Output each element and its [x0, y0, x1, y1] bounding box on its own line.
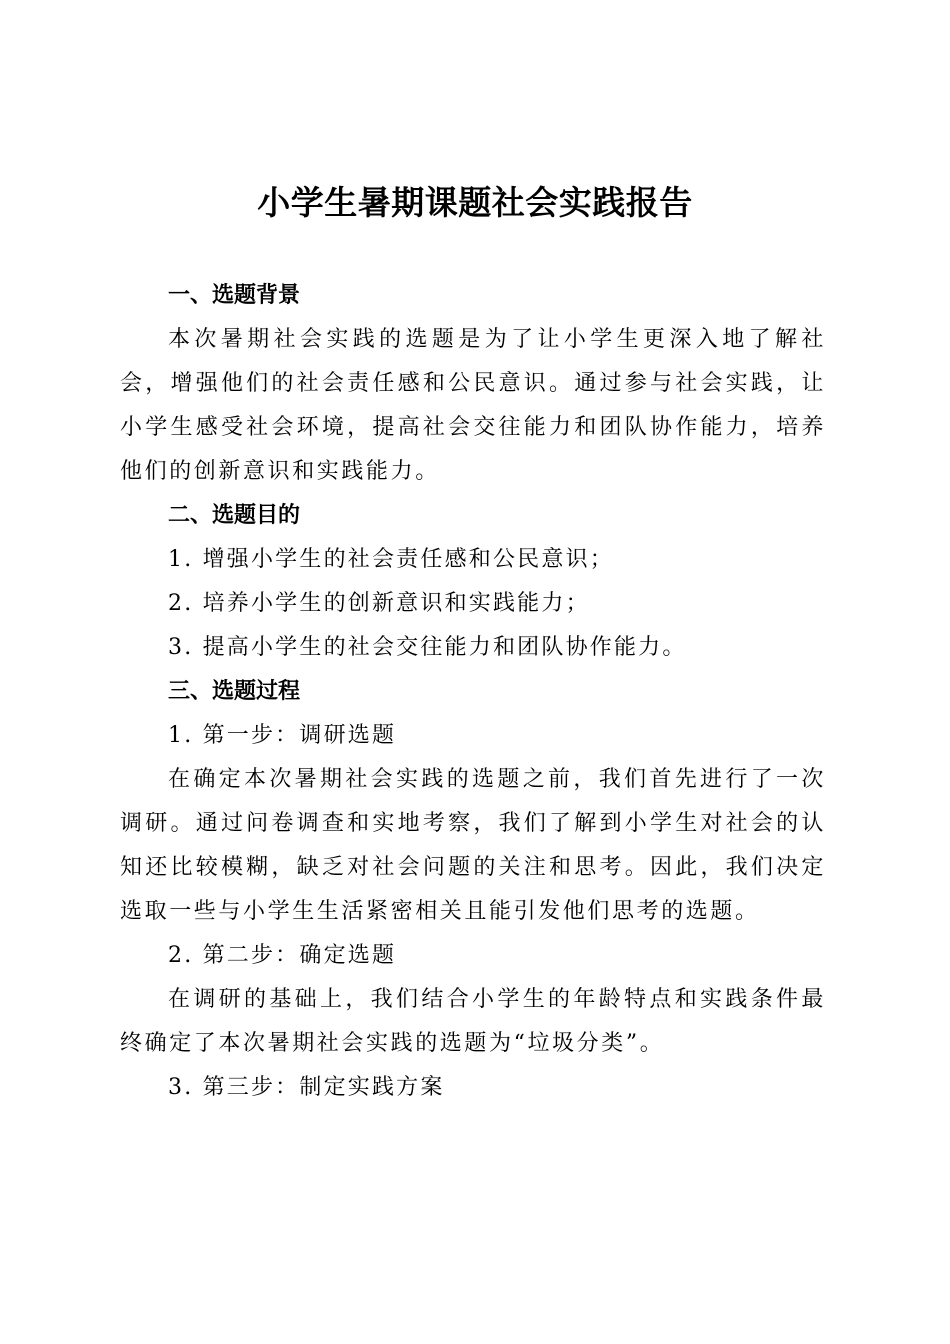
document-body: [120, 274, 826, 1110]
document-title: 小学生暑期课题社会实践报告: [257, 183, 693, 222]
background-paragraph: 本次暑期社会实践的选题是为了让小学生更深入地了解社会，增强他们的社会责任感和公民意识。通过参与社会实践，让小学生感受社会环境，提高社会交往能力和团队协作能力，培养他们的创新意识和实践能力。: [120, 327, 826, 484]
purpose-item: 3. 提高小学生的社会交往能力和团队协作能力。: [168, 635, 687, 660]
section-heading-background: 一、选题背景: [168, 283, 301, 308]
section-heading-process: 三、选题过程: [168, 679, 301, 704]
step-paragraph: 在确定本次暑期社会实践的选题之前，我们首先进行了一次调研。通过问卷调查和实地考察，我们了解到小学生对社会的认知还比较模糊，缺乏对社会问题的关注和思考。因此，我们决定选取一些与小学生生活紧密相关且能引发他们思考的选题。: [120, 767, 826, 924]
section-heading-purpose: 二、选题目的: [168, 503, 301, 528]
step-label: 1. 第一步：调研选题: [168, 723, 397, 748]
step-paragraph: 在调研的基础上，我们结合小学生的年龄特点和实践条件最终确定了本次暑期社会实践的选题为“垃圾分类”。: [120, 987, 826, 1056]
step-label: 3. 第三步：制定实践方案: [168, 1075, 445, 1100]
purpose-item: 1. 增强小学生的社会责任感和公民意识；: [168, 547, 614, 572]
purpose-item: 2. 培养小学生的创新意识和实践能力；: [168, 591, 590, 616]
step-label: 2. 第二步：确定选题: [168, 943, 397, 968]
